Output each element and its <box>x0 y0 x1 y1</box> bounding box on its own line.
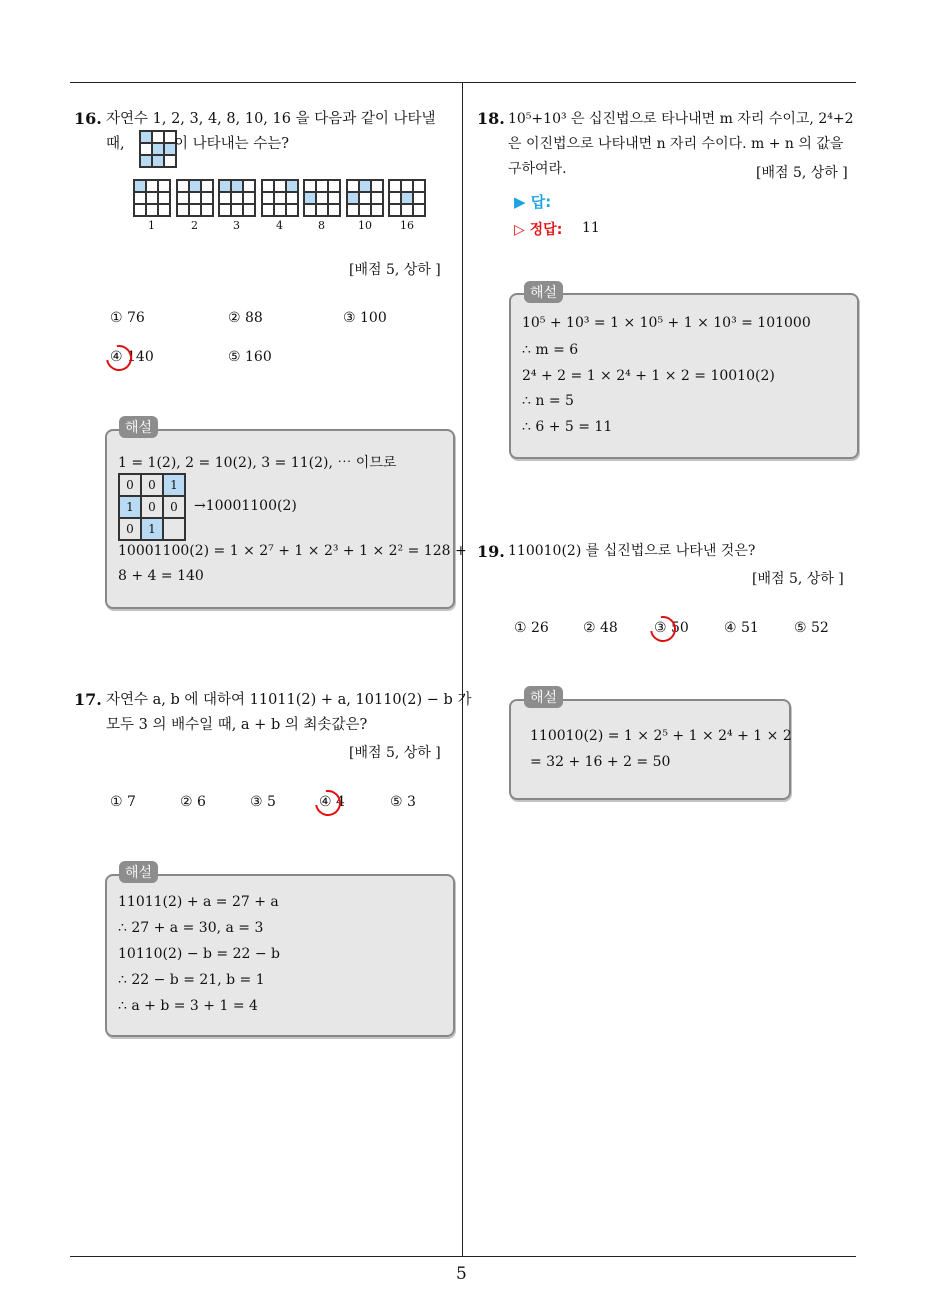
grid-cell: 0 <box>141 496 163 518</box>
q17-sol-line: 11011(2) + a = 27 + a <box>118 894 279 910</box>
tile-8 <box>303 179 341 217</box>
q19-choice-1[interactable]: ① 26 <box>514 620 549 636</box>
q17-sol-line: ∴ 22 − b = 21, b = 1 <box>118 972 265 988</box>
q16-number: 16. <box>74 109 102 128</box>
q19-choice-4[interactable]: ④ 51 <box>724 620 759 636</box>
column-divider <box>462 82 463 1257</box>
grid-cell: 1 <box>119 496 141 518</box>
q18-line1: 10⁵+10³ 은 십진법으로 타나내면 m 자리 수이고, 2⁴+2 <box>508 111 854 127</box>
q17-choice-5[interactable]: ⑤ 3 <box>390 794 416 810</box>
grid-cell: 0 <box>119 518 141 540</box>
q19-solution-tag: 해설 <box>524 686 563 708</box>
tile-label: 3 <box>233 219 240 232</box>
q18-sol-line: ∴ m = 6 <box>522 342 579 358</box>
top-rule <box>70 82 856 83</box>
q16-line2-post: 이 나타내는 수는? <box>174 136 290 152</box>
page-number: 5 <box>456 1264 467 1284</box>
tile-label: 16 <box>400 219 414 232</box>
tile-16 <box>388 179 426 217</box>
q18-line2: 은 이진법으로 나타내면 n 자리 수이다. m + n 의 값을 <box>508 136 844 152</box>
q16-query-tile <box>139 130 177 168</box>
q18-answer-label: ▷ 정답: <box>514 222 563 238</box>
tile-label: 2 <box>191 219 198 232</box>
q17-sol-line: 10110(2) − b = 22 − b <box>118 946 280 962</box>
q19-choice-2[interactable]: ② 48 <box>583 620 618 636</box>
q18-sol-line: ∴ n = 5 <box>522 393 574 409</box>
tile-10 <box>346 179 384 217</box>
q17-number: 17. <box>74 690 102 709</box>
grid-cell: 0 <box>141 474 163 496</box>
q19-solution-box <box>509 699 791 800</box>
q17-sol-line: ∴ a + b = 3 + 1 = 4 <box>118 998 258 1014</box>
tile-label: 8 <box>318 219 325 232</box>
q18-line3: 구하여라. <box>508 161 567 177</box>
q16-sol-grid <box>118 473 186 541</box>
grid-cell: 0 <box>163 496 185 518</box>
q17-solution-tag: 해설 <box>119 861 158 883</box>
q16-line1: 자연수 1, 2, 3, 4, 8, 10, 16 을 다음과 같이 나타낼 <box>106 111 436 127</box>
q18-meta: [배점 5, 상하 ] <box>756 165 848 181</box>
tile-1 <box>133 179 171 217</box>
q16-solution-tag: 해설 <box>119 416 158 438</box>
grid-cell <box>163 518 185 540</box>
q18-sol-line: 2⁴ + 2 = 1 × 2⁴ + 1 × 2 = 10010(2) <box>522 368 775 384</box>
tile-label: 1 <box>148 219 155 232</box>
answer-mark-icon <box>310 785 346 821</box>
q19-choice-3[interactable]: ③ 50 <box>654 620 689 636</box>
q16-sol-line: 8 + 4 = 140 <box>118 568 204 584</box>
q18-number: 18. <box>477 109 505 128</box>
q19-number: 19. <box>477 542 505 561</box>
q16-choice-1[interactable]: ① 76 <box>110 310 145 326</box>
q19-choice-5[interactable]: ⑤ 52 <box>794 620 829 636</box>
q16-sol-arrow: →10001100(2) <box>194 498 297 514</box>
bottom-rule <box>70 1256 856 1257</box>
q17-choice-3[interactable]: ③ 5 <box>250 794 276 810</box>
q18-answer-value: 11 <box>582 220 600 236</box>
q19-line1: 110010(2) 를 십진법으로 나타낸 것은? <box>508 543 756 559</box>
answer-mark-icon <box>645 611 681 647</box>
q16-line2-pre: 때, <box>106 136 125 152</box>
q19-sol-line: 110010(2) = 1 × 2⁵ + 1 × 2⁴ + 1 × 2 <box>530 728 792 744</box>
q16-sol-line: 1 = 1(2), 2 = 10(2), 3 = 11(2), ⋯ 이므로 <box>118 455 397 471</box>
q16-choice-2[interactable]: ② 88 <box>228 310 263 326</box>
q18-tip-label: ▶ 답: <box>514 193 552 211</box>
q17-choice-2[interactable]: ② 6 <box>180 794 206 810</box>
q16-meta: [배점 5, 상하 ] <box>349 262 441 278</box>
tile-4 <box>261 179 299 217</box>
q17-choice-1[interactable]: ① 7 <box>110 794 136 810</box>
grid-cell: 1 <box>141 518 163 540</box>
q16-choice-5[interactable]: ⑤ 160 <box>228 349 272 365</box>
q18-solution-tag: 해설 <box>524 281 563 303</box>
tile-label: 4 <box>276 219 283 232</box>
grid-cell: 1 <box>163 474 185 496</box>
q18-sol-line: ∴ 6 + 5 = 11 <box>522 419 613 435</box>
grid-cell: 0 <box>119 474 141 496</box>
q17-line1: 자연수 a, b 에 대하여 11011(2) + a, 10110(2) − b 가 <box>106 692 472 708</box>
q17-choice-4[interactable]: ④ 4 <box>319 794 345 810</box>
tile-3 <box>218 179 256 217</box>
q19-sol-line: = 32 + 16 + 2 = 50 <box>530 754 671 770</box>
q18-sol-line: 10⁵ + 10³ = 1 × 10⁵ + 1 × 10³ = 101000 <box>522 315 811 331</box>
q19-meta: [배점 5, 상하 ] <box>752 571 844 587</box>
q17-sol-line: ∴ 27 + a = 30, a = 3 <box>118 920 264 936</box>
answer-mark-icon <box>101 340 137 376</box>
q17-meta: [배점 5, 상하 ] <box>349 745 441 761</box>
tile-2 <box>176 179 214 217</box>
q16-choice-4[interactable]: ④ 140 <box>110 349 154 365</box>
q17-line2: 모두 3 의 배수일 때, a + b 의 최솟값은? <box>106 717 368 733</box>
q16-choice-3[interactable]: ③ 100 <box>343 310 387 326</box>
q16-sol-line: 10001100(2) = 1 × 2⁷ + 1 × 2³ + 1 × 2² = 128 + <box>118 543 467 559</box>
tile-label: 10 <box>358 219 372 232</box>
